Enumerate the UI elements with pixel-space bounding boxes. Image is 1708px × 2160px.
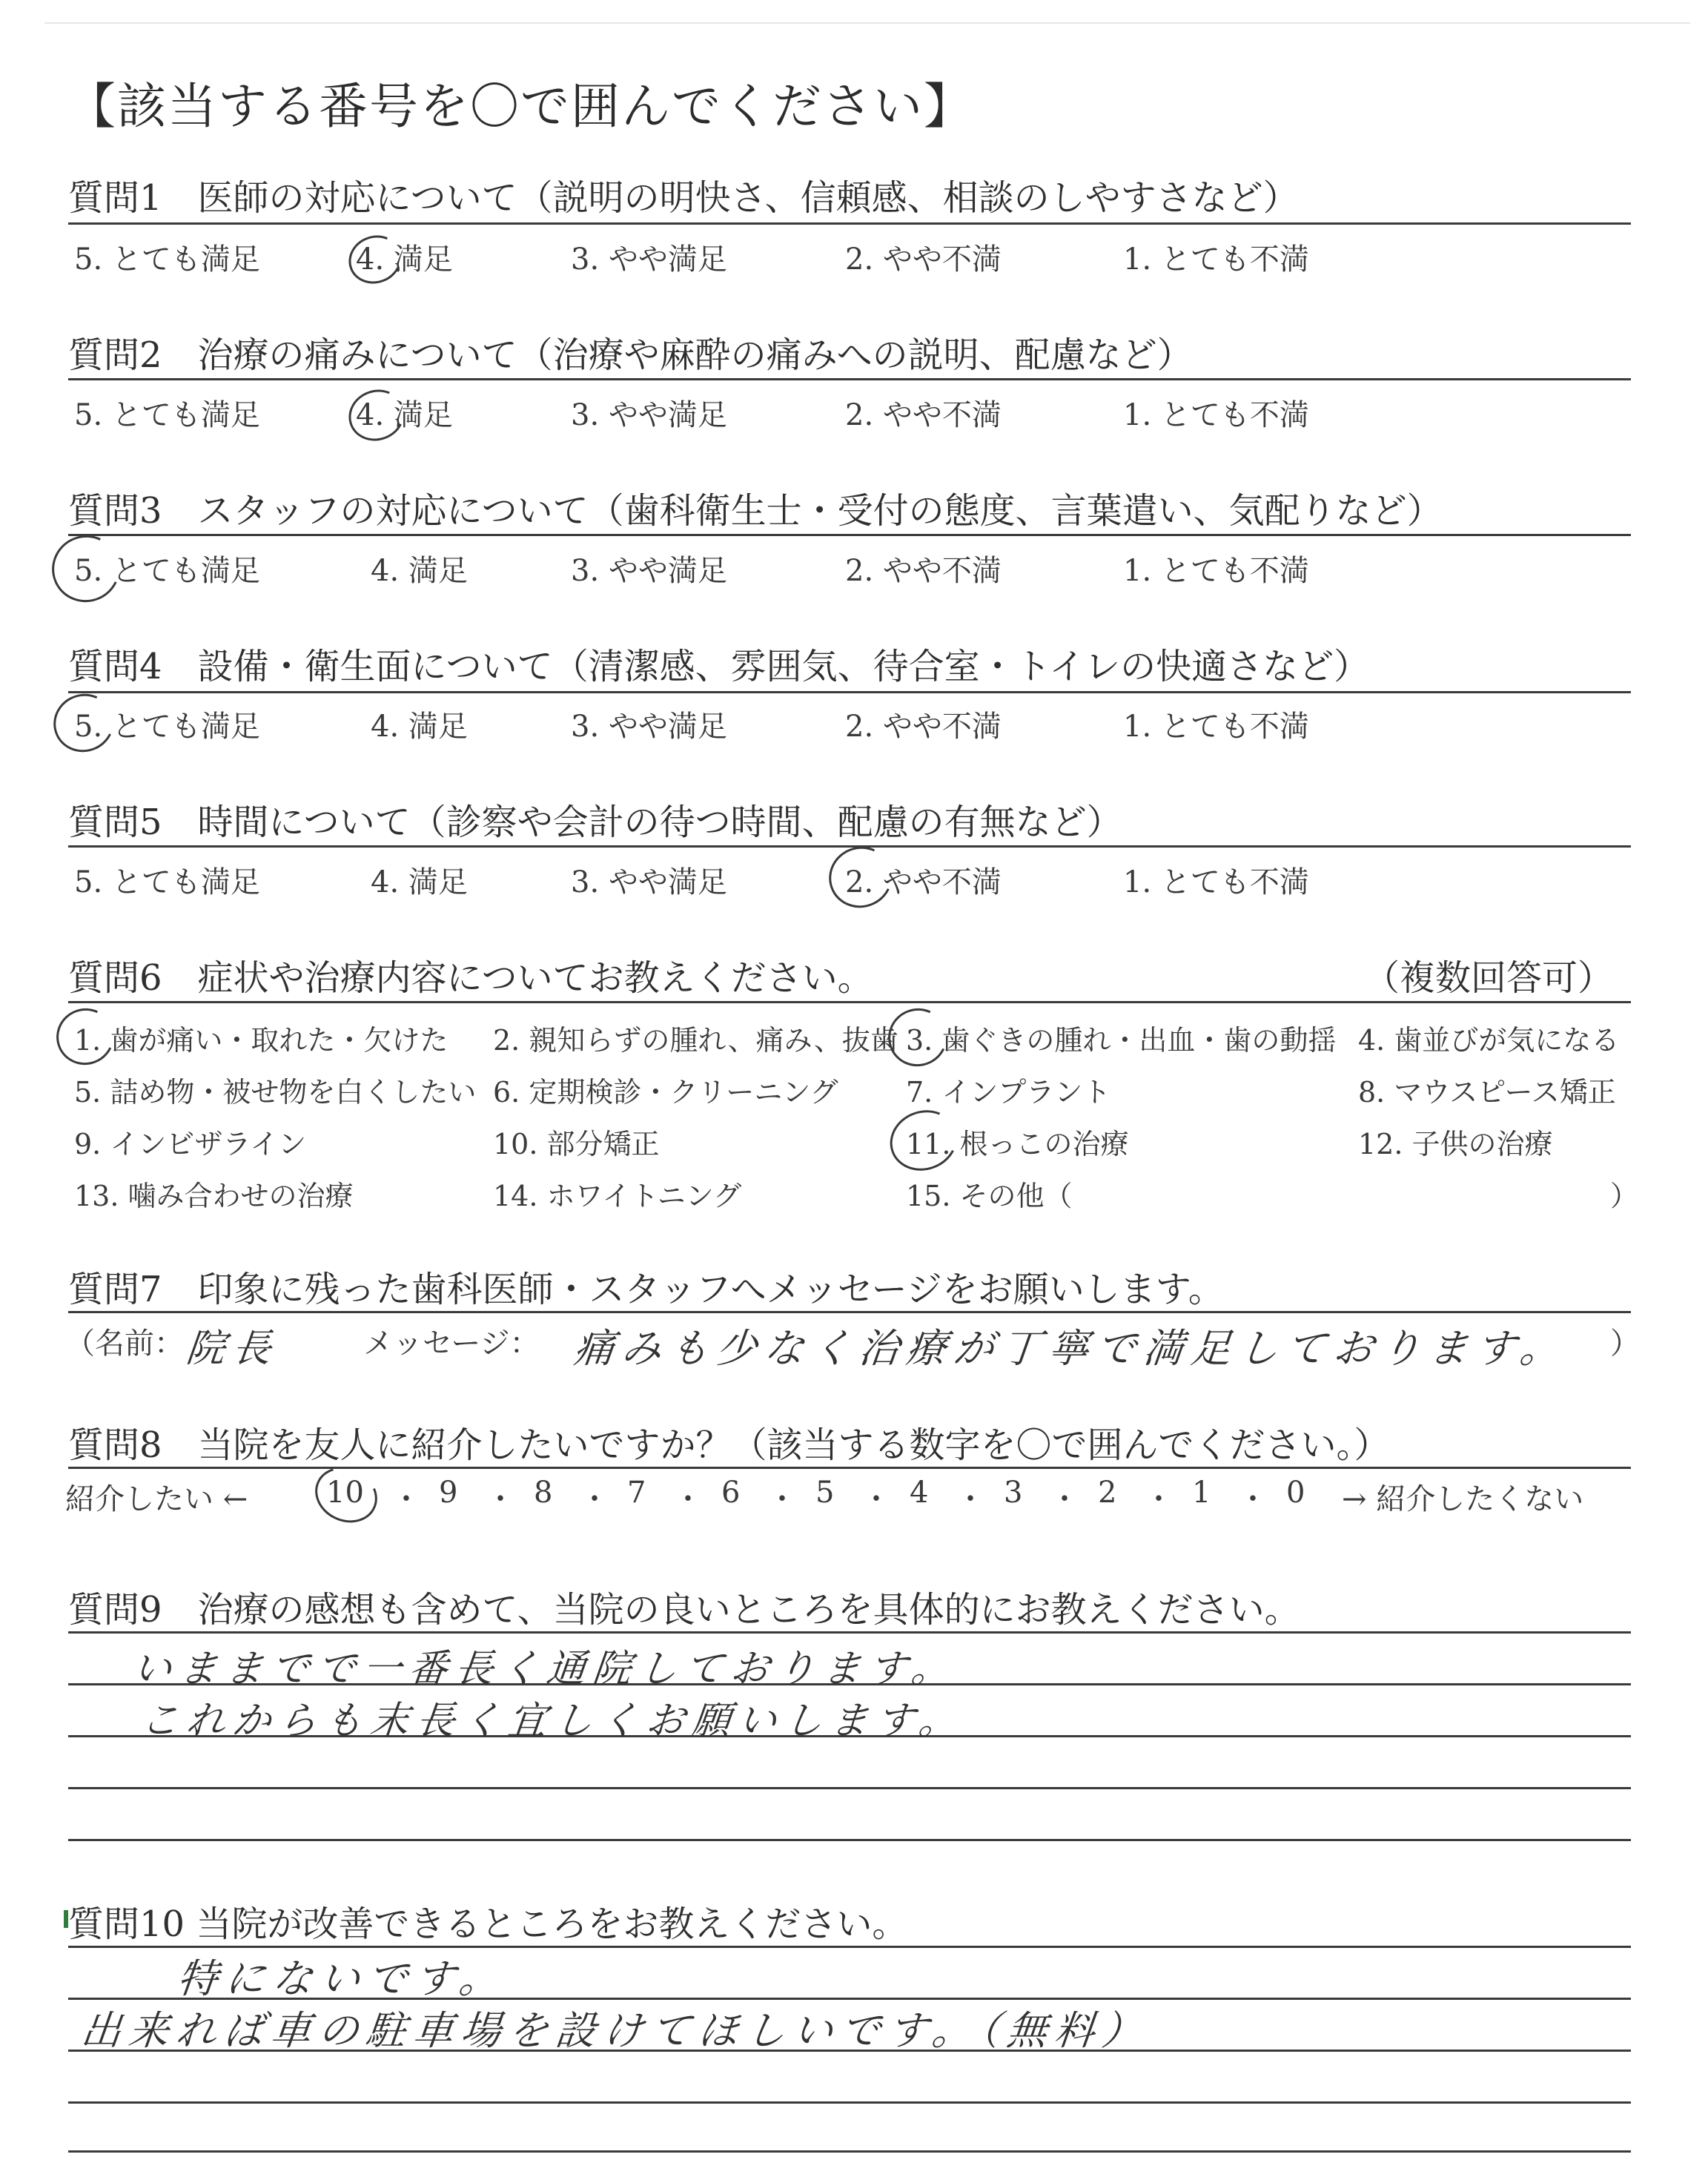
q4-option-3[interactable]: 3. やや満足 bbox=[571, 710, 727, 744]
q9-answer-line-2[interactable]: これからも末長く宜しくお願いします。 bbox=[138, 1699, 967, 1743]
q8-left-label: 紹介したい ← bbox=[65, 1482, 248, 1516]
q8-dot: ・ bbox=[580, 1482, 609, 1516]
q6-selected-circle-1 bbox=[48, 1000, 122, 1073]
q8-dot: ・ bbox=[1144, 1482, 1174, 1516]
q6-option-3[interactable]: 3. 歯ぐきの腫れ・出血・歯の動揺 bbox=[906, 1024, 1337, 1057]
q4-option-4[interactable]: 4. 満足 bbox=[371, 710, 468, 744]
q1-option-2[interactable]: 2. やや不満 bbox=[845, 242, 1002, 277]
q7-close-paren: ） bbox=[1610, 1327, 1640, 1361]
q2-option-5[interactable]: 5. とても満足 bbox=[74, 398, 260, 432]
q8-dot: ・ bbox=[1238, 1482, 1268, 1516]
q1-option-1[interactable]: 1. とても不満 bbox=[1123, 242, 1309, 277]
q8-score-4[interactable]: 4 bbox=[910, 1476, 929, 1510]
q5-rule bbox=[68, 845, 1631, 848]
q6-option-10[interactable]: 10. 部分矯正 bbox=[493, 1128, 660, 1160]
q8-score-6[interactable]: 6 bbox=[721, 1476, 741, 1510]
q3-selected-circle bbox=[42, 526, 129, 612]
q2-option-3[interactable]: 3. やや満足 bbox=[571, 398, 727, 432]
q3-title: 質問3 スタッフの対応について（歯科衛生士・受付の態度、言葉遣い、気配りなど） bbox=[68, 490, 1443, 532]
q4-option-2[interactable]: 2. やや不満 bbox=[845, 710, 1002, 744]
q6-option-2[interactable]: 2. 親知らずの腫れ、痛み、抜歯 bbox=[493, 1024, 898, 1057]
q9-title: 質問9 治療の感想も含めて、当院の良いところを具体的にお教えください。 bbox=[68, 1589, 1300, 1631]
q5-option-5[interactable]: 5. とても満足 bbox=[74, 865, 260, 899]
q8-score-8[interactable]: 8 bbox=[534, 1476, 553, 1510]
q8-rule bbox=[68, 1467, 1631, 1469]
q7-message-label: メッセージ： bbox=[363, 1327, 540, 1361]
q3-option-3[interactable]: 3. やや満足 bbox=[571, 554, 727, 588]
q1-option-3[interactable]: 3. やや満足 bbox=[571, 242, 727, 277]
q8-right-label: → 紹介したくない bbox=[1342, 1482, 1584, 1516]
q5-title: 質問5 時間について（診察や会計の待つ時間、配慮の有無など） bbox=[68, 802, 1122, 843]
q9-rule-4 bbox=[68, 1787, 1631, 1789]
q5-selected-circle bbox=[821, 838, 901, 916]
q8-dot: ・ bbox=[391, 1482, 421, 1516]
q1-option-4[interactable]: 4. 満足 bbox=[356, 242, 453, 277]
q8-score-10[interactable]: 10 bbox=[326, 1476, 364, 1510]
q10-title: 質問10 当院が改善できるところをお教えください。 bbox=[68, 1903, 908, 1945]
q10-answer-line-1[interactable]: 特にないです。 bbox=[175, 1955, 509, 2002]
q8-score-1[interactable]: 1 bbox=[1192, 1476, 1211, 1510]
q5-option-2[interactable]: 2. やや不満 bbox=[845, 865, 1002, 899]
q6-option-8[interactable]: 8. マウスピース矯正 bbox=[1358, 1076, 1616, 1109]
q4-option-5[interactable]: 5. とても満足 bbox=[74, 710, 260, 744]
q5-option-1[interactable]: 1. とても不満 bbox=[1123, 865, 1309, 899]
q2-option-2[interactable]: 2. やや不満 bbox=[845, 398, 1002, 432]
q8-dot: ・ bbox=[861, 1482, 891, 1516]
q5-option-3[interactable]: 3. やや満足 bbox=[571, 865, 727, 899]
page-top-edge bbox=[44, 22, 1690, 24]
q8-score-2[interactable]: 2 bbox=[1098, 1476, 1117, 1510]
q6-option-15[interactable]: 15. その他（ bbox=[906, 1180, 1073, 1212]
q6-option-4[interactable]: 4. 歯並びが気になる bbox=[1358, 1024, 1620, 1057]
q8-score-0[interactable]: 0 bbox=[1286, 1476, 1305, 1510]
q10-rule-4 bbox=[68, 2101, 1631, 2104]
q6-option-7[interactable]: 7. インプラント bbox=[906, 1076, 1111, 1109]
q6-option-14[interactable]: 14. ホワイトニング bbox=[493, 1180, 742, 1212]
q8-score-9[interactable]: 9 bbox=[439, 1476, 458, 1510]
q7-message-value[interactable]: 痛みも少なく治療が丁寧で満足しております。 bbox=[572, 1325, 1570, 1372]
q8-score-3[interactable]: 3 bbox=[1004, 1476, 1023, 1510]
q3-option-1[interactable]: 1. とても不満 bbox=[1123, 554, 1309, 588]
q3-rule bbox=[68, 534, 1631, 536]
q4-option-1[interactable]: 1. とても不満 bbox=[1123, 710, 1309, 744]
q3-option-2[interactable]: 2. やや不満 bbox=[845, 554, 1002, 588]
q1-option-5[interactable]: 5. とても満足 bbox=[74, 242, 260, 277]
q6-option-5[interactable]: 5. 詰め物・被せ物を白くしたい bbox=[74, 1076, 477, 1109]
q7-title: 質問7 印象に残った歯科医師・スタッフへメッセージをお願いします。 bbox=[68, 1269, 1224, 1310]
q5-option-4[interactable]: 4. 満足 bbox=[371, 865, 468, 899]
q6-option-13[interactable]: 13. 噛み合わせの治療 bbox=[74, 1180, 354, 1212]
q7-name-label: （名前： bbox=[65, 1327, 184, 1361]
q1-rule bbox=[68, 222, 1631, 225]
q2-title: 質問2 治療の痛みについて（治療や麻酔の痛みへの説明、配慮など） bbox=[68, 334, 1193, 376]
q6-option-12[interactable]: 12. 子供の治療 bbox=[1358, 1128, 1553, 1160]
q6-other-close-paren: ） bbox=[1610, 1180, 1639, 1212]
q8-dot: ・ bbox=[767, 1482, 797, 1516]
q6-selected-circle-11 bbox=[881, 1101, 966, 1180]
q8-dot: ・ bbox=[673, 1482, 703, 1516]
q4-selected-circle bbox=[45, 685, 122, 760]
q8-dot: ・ bbox=[1050, 1482, 1079, 1516]
q6-option-11[interactable]: 11. 根っこの治療 bbox=[906, 1128, 1129, 1160]
q8-score-5[interactable]: 5 bbox=[815, 1476, 835, 1510]
q10-answer-line-2[interactable]: 出来れば車の駐車場を設けてほしいです。（無料） bbox=[79, 2007, 1152, 2054]
q10-rule-5 bbox=[68, 2150, 1631, 2153]
q8-dot: ・ bbox=[486, 1482, 515, 1516]
q7-name-value[interactable]: 院長 bbox=[184, 1327, 281, 1371]
q6-option-1[interactable]: 1. 歯が痛い・取れた・欠けた bbox=[74, 1024, 448, 1057]
q6-selected-circle-3 bbox=[880, 1000, 956, 1075]
q6-note: （複数回答可） bbox=[1364, 957, 1614, 999]
q2-rule bbox=[68, 378, 1631, 380]
q4-rule bbox=[68, 691, 1631, 693]
form-heading: 【該当する番号を〇で囲んでください】 bbox=[67, 78, 974, 135]
q7-rule bbox=[68, 1311, 1631, 1313]
q6-option-6[interactable]: 6. 定期検診・クリーニング bbox=[493, 1076, 838, 1109]
q8-dot: ・ bbox=[956, 1482, 985, 1516]
q9-rule-5 bbox=[68, 1839, 1631, 1841]
q8-score-7[interactable]: 7 bbox=[627, 1476, 646, 1510]
q1-title: 質問1 医師の対応について（説明の明快さ、信頼感、相談のしやすさなど） bbox=[68, 177, 1299, 219]
q4-title: 質問4 設備・衛生面について（清潔感、雰囲気、待合室・トイレの快適さなど） bbox=[68, 646, 1370, 687]
q8-title: 質問8 当院を友人に紹介したいですか？（該当する数字を〇で囲んでください。） bbox=[68, 1424, 1390, 1466]
q6-rule bbox=[68, 1001, 1631, 1003]
q3-option-5[interactable]: 5. とても満足 bbox=[74, 554, 260, 588]
q9-rule-1 bbox=[68, 1631, 1631, 1634]
q6-option-9[interactable]: 9. インビザライン bbox=[74, 1128, 307, 1160]
q9-answer-line-1[interactable]: いままでで一番長く通院しております。 bbox=[130, 1647, 960, 1691]
q6-title: 質問6 症状や治療内容についてお教えください。 bbox=[68, 957, 873, 999]
q2-option-1[interactable]: 1. とても不満 bbox=[1123, 398, 1309, 432]
q3-option-4[interactable]: 4. 満足 bbox=[371, 554, 468, 588]
q2-option-4[interactable]: 4. 満足 bbox=[356, 398, 453, 432]
